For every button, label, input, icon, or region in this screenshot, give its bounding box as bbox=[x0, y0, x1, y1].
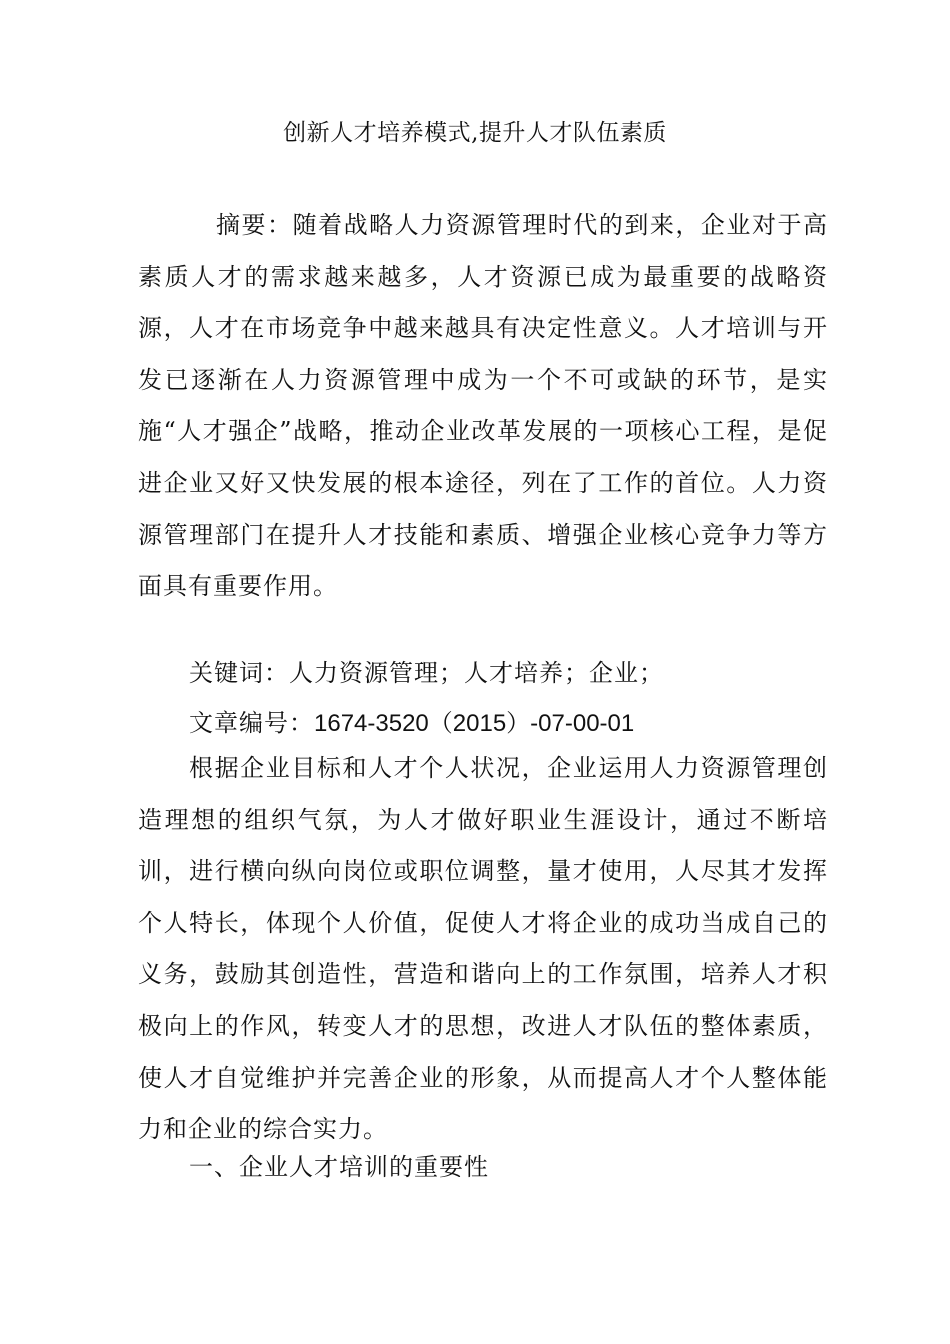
body-paragraph: 根据企业目标和人才个人状况，企业运用人力资源管理创造理想的组织气氛，为人才做好职业生涯设计，通过不断培训，进行横向纵向岗位或职位调整，量才使用，人尽其才发挥个人特长，体现个人价值，促使人才将企业的成功当成自己的义务，鼓励其创造性，营造和谐向上的工作氛围，培养人才积极向上的作风，转变人才的思想，改进人才队伍的整体素质，使人才自觉维护并完善企业的形象，从而提高人才个人整体能力和企业的综合实力。 bbox=[138, 754, 828, 1144]
article-number-value: 1674-3520（2015）-07-00-01 bbox=[314, 710, 635, 737]
abstract-paragraph: 摘要：随着战略人力资源管理时代的到来，企业对于高素质人才的需求越来越多，人才资源已成为最重要的战略资源，人才在市场竞争中越来越具有决定性意义。人才培训与开发已逐渐在人力资源管理中成为一个不可或缺的环节，是实施“人才强企”战略，推动企业改革发展的一项核心工程，是促进企业又好又快发展的根本途径，列在了工作的首位。人力资源管理部门在提升人才技能和素质、增强企业核心竞争力等方面具有重要作用。 bbox=[138, 211, 828, 601]
document-title: 创新人才培养模式,提升人才队伍素质 bbox=[283, 120, 667, 146]
keywords-line: 关键词：人力资源管理；人才培养；企业； bbox=[189, 659, 664, 687]
article-number-label: 文章编号： bbox=[189, 709, 314, 737]
article-number-line bbox=[189, 703, 634, 744]
section-heading: 一、企业人才培训的重要性 bbox=[189, 1153, 489, 1181]
